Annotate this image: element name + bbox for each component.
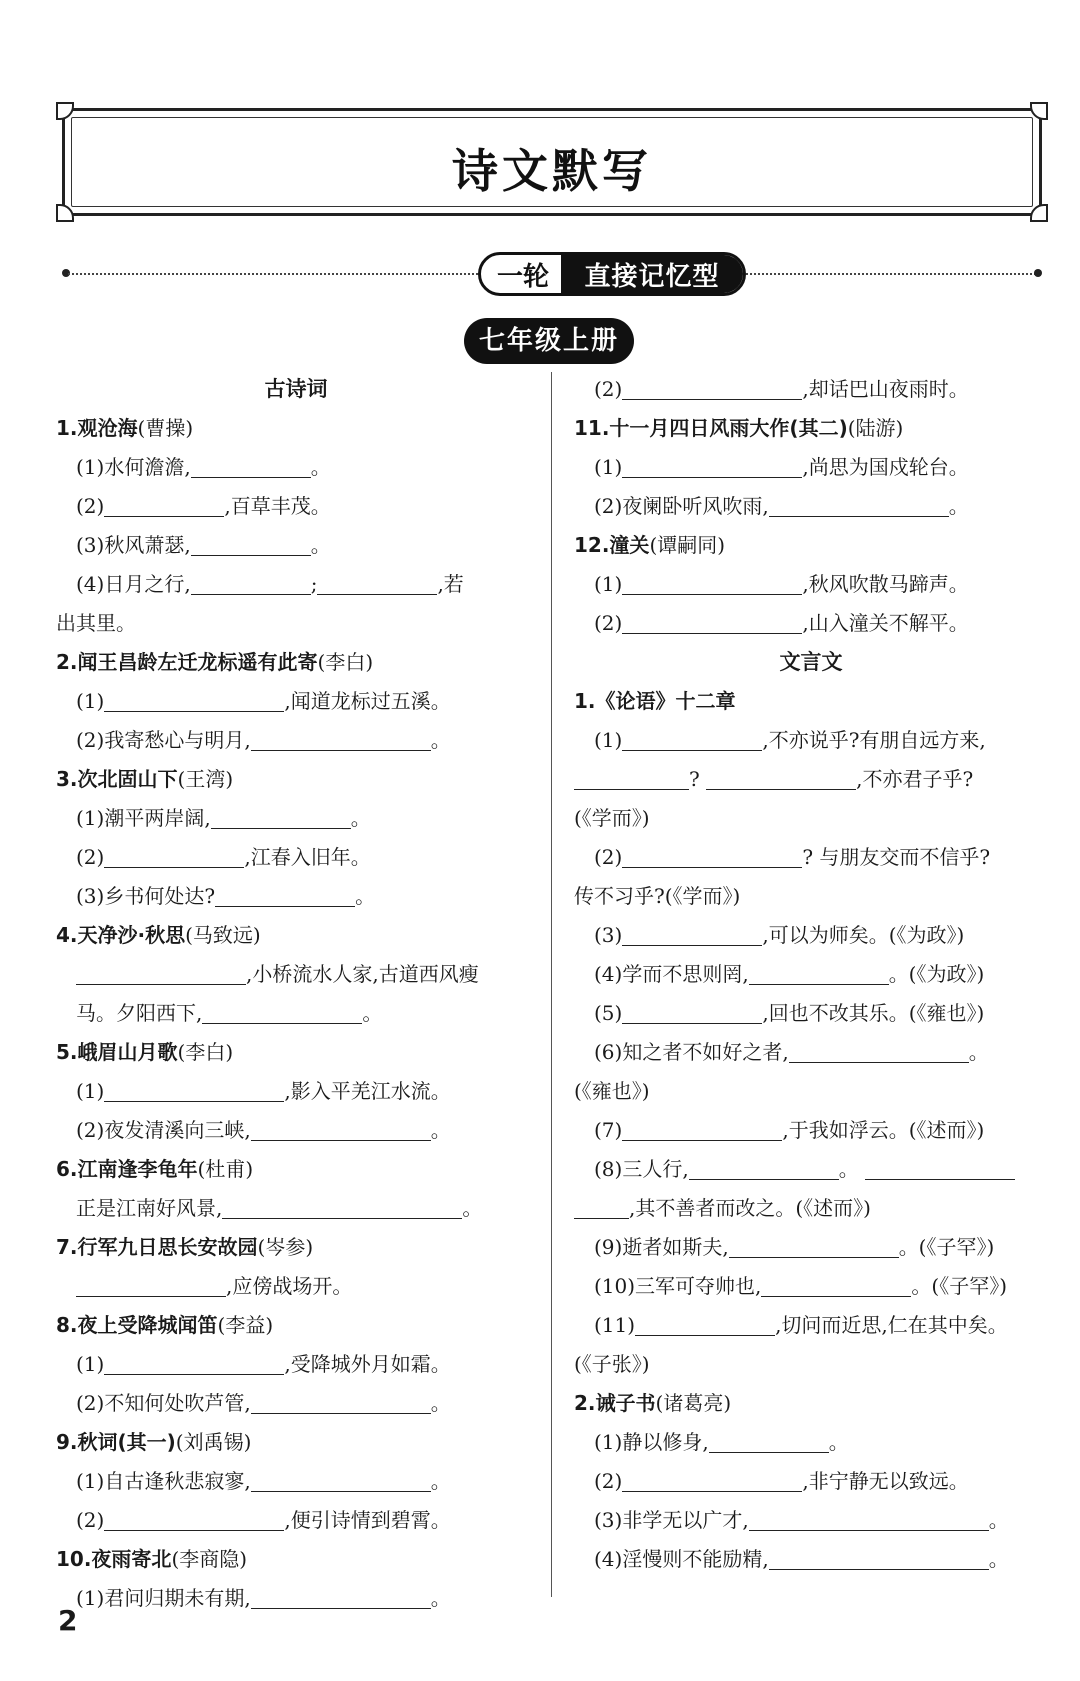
round-pill bbox=[478, 252, 746, 296]
question-title: 4.天净沙·秋思 bbox=[56, 923, 186, 947]
question-line bbox=[574, 1189, 1048, 1228]
answer-blank[interactable] bbox=[865, 1157, 1015, 1180]
title-frame bbox=[62, 108, 1042, 216]
prompt-text: ,不亦君子乎? bbox=[856, 767, 974, 791]
prompt-text: (3)乡书何处达? bbox=[76, 884, 216, 908]
question-line bbox=[574, 721, 1048, 760]
prompt-text: (1) bbox=[76, 689, 105, 713]
author: (刘禹锡) bbox=[175, 1430, 252, 1454]
question-line bbox=[574, 1033, 1048, 1072]
author: (李白) bbox=[317, 650, 374, 674]
prompt-text: ,切问而近思,仁在其中矣。 bbox=[775, 1313, 1008, 1337]
question-heading bbox=[574, 409, 1048, 448]
prompt-text: (10)三军可夺帅也, bbox=[594, 1274, 762, 1298]
punct: 。 bbox=[355, 884, 376, 908]
prompt-text: (9)逝者如斯夫, bbox=[594, 1235, 729, 1259]
question-line bbox=[56, 994, 536, 1033]
author: (岑参) bbox=[257, 1235, 314, 1259]
prompt-text: (5) bbox=[594, 1001, 623, 1025]
prompt-text: (2) bbox=[76, 1508, 105, 1532]
prompt-text: (4)淫慢则不能励精, bbox=[594, 1547, 769, 1571]
question-line bbox=[56, 565, 536, 604]
answer-blank[interactable] bbox=[76, 1274, 226, 1297]
question-line: (《雍也》) bbox=[574, 1079, 650, 1103]
answer-blank[interactable] bbox=[191, 572, 311, 595]
frame-corner bbox=[56, 204, 74, 222]
answer-blank[interactable] bbox=[749, 1508, 989, 1531]
answer-blank[interactable] bbox=[622, 611, 802, 634]
punct: 。 bbox=[430, 728, 451, 752]
answer-blank[interactable] bbox=[317, 572, 437, 595]
answer-blank[interactable] bbox=[622, 1118, 782, 1141]
question-heading: 1.《论语》十二章 bbox=[574, 689, 736, 713]
prompt-text: (2) bbox=[594, 377, 623, 401]
answer-blank[interactable] bbox=[709, 1430, 829, 1453]
answer-blank[interactable] bbox=[251, 728, 431, 751]
question-line bbox=[574, 994, 1048, 1033]
question-line bbox=[574, 604, 1048, 643]
question-heading bbox=[56, 1540, 536, 1579]
prompt-text: (3)非学无以广才, bbox=[594, 1508, 749, 1532]
question-title: 1.观沧海 bbox=[56, 416, 138, 440]
punct: 。 bbox=[462, 1196, 483, 1220]
prompt-text: ,却话巴山夜雨时。 bbox=[802, 377, 969, 401]
prompt-text: (2)夜阑卧听风吹雨, bbox=[594, 494, 769, 518]
punct: ; bbox=[310, 572, 318, 596]
question-heading bbox=[56, 1228, 536, 1267]
prompt-text: (1)君问归期未有期, bbox=[76, 1586, 251, 1610]
question-line bbox=[574, 1423, 1048, 1462]
prompt-text: ,于我如浮云。(《述而》) bbox=[782, 1118, 985, 1142]
prompt-text: ? 与朋友交而不信乎? bbox=[802, 845, 991, 869]
punct: 。 bbox=[310, 533, 331, 557]
punct: 。 bbox=[988, 1547, 1009, 1571]
prompt-text: (2) bbox=[594, 611, 623, 635]
dot-right bbox=[1034, 269, 1042, 277]
question-line bbox=[56, 799, 536, 838]
question-heading bbox=[56, 1306, 536, 1345]
author: (谭嗣同) bbox=[649, 533, 726, 557]
prompt-text: (6)知之者不如好之者, bbox=[594, 1040, 789, 1064]
author: (王湾) bbox=[177, 767, 234, 791]
question-line bbox=[574, 1228, 1048, 1267]
round-type: 直接记忆型 bbox=[561, 255, 743, 293]
punct: 。 bbox=[430, 1391, 451, 1415]
answer-blank[interactable] bbox=[104, 689, 284, 712]
section-heading: 古诗词 bbox=[264, 377, 328, 401]
page-title: 诗文默写 bbox=[452, 144, 652, 198]
punct: 。 bbox=[828, 1430, 849, 1454]
prompt-text: ,江春入旧年。 bbox=[244, 845, 371, 869]
punct: 。 bbox=[430, 1118, 451, 1142]
round-banner bbox=[62, 252, 1042, 296]
prompt-text: (1) bbox=[76, 1079, 105, 1103]
punct: 。 bbox=[838, 1157, 859, 1181]
prompt-text: (2)夜发清溪向三峡, bbox=[76, 1118, 251, 1142]
author: (李白) bbox=[177, 1040, 234, 1064]
question-title: 10.夜雨寄北 bbox=[56, 1547, 172, 1571]
page-number: 2 bbox=[58, 1604, 78, 1637]
prompt-text: (1)水何澹澹, bbox=[76, 455, 191, 479]
frame-corner bbox=[56, 102, 74, 120]
answer-blank[interactable] bbox=[104, 845, 244, 868]
prompt-text: (1) bbox=[76, 1352, 105, 1376]
question-title: 6.江南逢李龟年 bbox=[56, 1157, 198, 1181]
question-line bbox=[56, 1579, 536, 1618]
answer-blank[interactable] bbox=[215, 884, 355, 907]
punct: 。 bbox=[362, 1001, 383, 1025]
answer-blank[interactable] bbox=[622, 572, 802, 595]
answer-blank[interactable] bbox=[622, 845, 802, 868]
question-line bbox=[574, 1306, 1048, 1345]
question-line: (《学而》) bbox=[574, 806, 650, 830]
question-line: 传不习乎?(《学而》) bbox=[574, 884, 741, 908]
answer-blank[interactable] bbox=[769, 494, 949, 517]
punct: 。 bbox=[988, 1508, 1009, 1532]
prompt-text: ,秋风吹散马蹄声。 bbox=[802, 572, 969, 596]
answer-blank[interactable] bbox=[104, 1352, 284, 1375]
question-line bbox=[574, 1501, 1048, 1540]
author: (诸葛亮) bbox=[655, 1391, 732, 1415]
question-title: 2.诫子书 bbox=[574, 1391, 656, 1415]
prompt-text: ,小桥流水人家,古道西风瘦 bbox=[246, 962, 479, 986]
answer-blank[interactable] bbox=[104, 1508, 284, 1531]
answer-blank[interactable] bbox=[104, 494, 224, 517]
answer-blank[interactable] bbox=[622, 1001, 762, 1024]
answer-blank[interactable] bbox=[251, 1118, 431, 1141]
question-title: 8.夜上受降城闻笛 bbox=[56, 1313, 218, 1337]
frame-corner bbox=[1030, 204, 1048, 222]
prompt-text: ,回也不改其乐。(《雍也》) bbox=[762, 1001, 985, 1025]
prompt-text: (1)潮平两岸阔, bbox=[76, 806, 211, 830]
question-heading bbox=[574, 1384, 1048, 1423]
answer-blank[interactable] bbox=[104, 1079, 284, 1102]
prompt-text: (2) bbox=[76, 845, 105, 869]
answer-blank[interactable] bbox=[202, 1001, 362, 1024]
punct: 。 bbox=[430, 1469, 451, 1493]
left-column bbox=[56, 370, 536, 1618]
prompt-text: (1)自古逢秋悲寂寥, bbox=[76, 1469, 251, 1493]
punct: 。 bbox=[948, 494, 969, 518]
punct: 。 bbox=[350, 806, 371, 830]
answer-blank[interactable] bbox=[706, 767, 856, 790]
answer-blank[interactable] bbox=[211, 806, 351, 829]
prompt-text: (1) bbox=[594, 572, 623, 596]
question-heading bbox=[56, 1033, 536, 1072]
question-title: 12.潼关 bbox=[574, 533, 650, 557]
question-title: 9.秋词(其一) bbox=[56, 1430, 176, 1454]
prompt-text: (2)我寄愁心与明月, bbox=[76, 728, 251, 752]
question-line bbox=[56, 838, 536, 877]
column-divider bbox=[551, 372, 552, 1597]
author: (李商隐) bbox=[171, 1547, 248, 1571]
question-line bbox=[574, 838, 1048, 877]
answer-blank[interactable] bbox=[191, 533, 311, 556]
question-line bbox=[574, 448, 1048, 487]
punct: 。 bbox=[968, 1040, 989, 1064]
question-title: 3.次北固山下 bbox=[56, 767, 178, 791]
prompt-text: 。(《子罕》) bbox=[911, 1274, 1008, 1298]
question-line bbox=[56, 1501, 536, 1540]
question-line bbox=[56, 526, 536, 565]
question-heading bbox=[56, 409, 536, 448]
question-line bbox=[56, 1462, 536, 1501]
question-heading bbox=[56, 916, 536, 955]
prompt-text: (2)不知何处吹芦管, bbox=[76, 1391, 251, 1415]
answer-blank[interactable] bbox=[251, 1469, 431, 1492]
prompt-text: ,便引诗情到碧霄。 bbox=[284, 1508, 451, 1532]
question-line bbox=[574, 487, 1048, 526]
dotted-rule-right bbox=[746, 273, 1036, 275]
author: (马致远) bbox=[185, 923, 261, 947]
answer-blank[interactable] bbox=[574, 1196, 629, 1219]
question-line bbox=[56, 721, 536, 760]
prompt-text: ,山入潼关不解平。 bbox=[802, 611, 969, 635]
prompt-text: (2) bbox=[594, 845, 623, 869]
question-line bbox=[574, 1150, 1048, 1189]
question-title: 2.闻王昌龄左迁龙标遥有此寄 bbox=[56, 650, 318, 674]
prompt-text: (11) bbox=[594, 1313, 636, 1337]
question-line bbox=[574, 1111, 1048, 1150]
prompt-text: (4)日月之行, bbox=[76, 572, 191, 596]
question-line bbox=[56, 1072, 536, 1111]
frame-corner bbox=[1030, 102, 1048, 120]
question-heading bbox=[574, 526, 1048, 565]
question-line bbox=[574, 370, 1048, 409]
question-line bbox=[574, 565, 1048, 604]
prompt-text: (3) bbox=[594, 923, 623, 947]
question-line bbox=[56, 448, 536, 487]
question-title: 11.十一月四日风雨大作(其二) bbox=[574, 416, 848, 440]
prompt-text: (8)三人行, bbox=[594, 1157, 689, 1181]
question-line bbox=[56, 1345, 536, 1384]
round-label: 一轮 bbox=[497, 261, 550, 292]
punct: 。 bbox=[430, 1586, 451, 1610]
punct: ? bbox=[689, 767, 700, 791]
question-line bbox=[56, 1189, 536, 1228]
prompt-text: (4)学而不思则罔, bbox=[594, 962, 749, 986]
author: (杜甫) bbox=[197, 1157, 254, 1181]
prompt-text: (1) bbox=[594, 728, 623, 752]
question-line bbox=[574, 916, 1048, 955]
prompt-text: ,百草丰茂。 bbox=[224, 494, 331, 518]
punct: 。 bbox=[310, 455, 331, 479]
author: (陆游) bbox=[847, 416, 904, 440]
dotted-rule-left bbox=[68, 273, 478, 275]
answer-blank[interactable] bbox=[729, 1235, 899, 1258]
answer-blank[interactable] bbox=[749, 962, 889, 985]
prompt-text: ,尚思为国戍轮台。 bbox=[802, 455, 969, 479]
question-heading bbox=[56, 643, 536, 682]
question-line bbox=[56, 955, 536, 994]
answer-blank[interactable] bbox=[76, 962, 246, 985]
prompt-text: ,非宁静无以致远。 bbox=[802, 1469, 969, 1493]
grade-badge: 七年级上册 bbox=[464, 318, 634, 364]
question-line: 出其里。 bbox=[56, 611, 136, 635]
question-line bbox=[574, 760, 1048, 799]
answer-blank[interactable] bbox=[574, 767, 689, 790]
question-line bbox=[56, 682, 536, 721]
question-line bbox=[56, 1111, 536, 1150]
answer-blank[interactable] bbox=[622, 728, 762, 751]
answer-blank[interactable] bbox=[622, 455, 802, 478]
prompt-text: (1)静以修身, bbox=[594, 1430, 709, 1454]
prompt-text: ,应傍战场开。 bbox=[226, 1274, 353, 1298]
question-title: 7.行军九日思长安故园 bbox=[56, 1235, 258, 1259]
question-line bbox=[56, 877, 536, 916]
question-heading bbox=[56, 760, 536, 799]
question-line bbox=[574, 1267, 1048, 1306]
answer-blank[interactable] bbox=[251, 1391, 431, 1414]
prompt-text: ,影入平羌江水流。 bbox=[284, 1079, 451, 1103]
prompt-text: ,可以为师矣。(《为政》) bbox=[762, 923, 965, 947]
prompt-text: ,其不善者而改之。(《述而》) bbox=[629, 1196, 871, 1220]
answer-blank[interactable] bbox=[635, 1313, 775, 1336]
prompt-text: (2) bbox=[76, 494, 105, 518]
answer-blank[interactable] bbox=[689, 1157, 839, 1180]
question-line bbox=[56, 487, 536, 526]
prompt-text: 。(《为政》) bbox=[888, 962, 985, 986]
right-column bbox=[574, 370, 1048, 1579]
answer-blank[interactable] bbox=[191, 455, 311, 478]
author: (李益) bbox=[217, 1313, 274, 1337]
answer-blank[interactable] bbox=[789, 1040, 969, 1063]
answer-blank[interactable] bbox=[622, 923, 762, 946]
author: (曹操) bbox=[137, 416, 194, 440]
answer-blank[interactable] bbox=[622, 1469, 802, 1492]
question-line bbox=[56, 1267, 536, 1306]
question-heading bbox=[56, 1423, 536, 1462]
prompt-text: 正是江南好风景, bbox=[76, 1196, 223, 1220]
question-title: 5.峨眉山月歌 bbox=[56, 1040, 178, 1064]
answer-blank[interactable] bbox=[622, 377, 802, 400]
answer-blank[interactable] bbox=[222, 1196, 462, 1219]
prompt-text: ,若 bbox=[437, 572, 464, 596]
prompt-text: (3)秋风萧瑟, bbox=[76, 533, 191, 557]
question-line bbox=[574, 1540, 1048, 1579]
answer-blank[interactable] bbox=[761, 1274, 911, 1297]
prompt-text: 马。夕阳西下, bbox=[76, 1001, 203, 1025]
section-heading: 文言文 bbox=[779, 650, 843, 674]
prompt-text: (1) bbox=[594, 455, 623, 479]
question-heading bbox=[56, 1150, 536, 1189]
prompt-text: ,不亦说乎?有朋自远方来, bbox=[762, 728, 986, 752]
prompt-text: ,闻道龙标过五溪。 bbox=[284, 689, 451, 713]
prompt-text: 。(《子罕》) bbox=[898, 1235, 995, 1259]
prompt-text: (2) bbox=[594, 1469, 623, 1493]
question-line bbox=[56, 1384, 536, 1423]
prompt-text: ,受降城外月如霜。 bbox=[284, 1352, 451, 1376]
question-line bbox=[574, 955, 1048, 994]
question-line: (《子张》) bbox=[574, 1352, 650, 1376]
answer-blank[interactable] bbox=[251, 1586, 431, 1609]
prompt-text: (7) bbox=[594, 1118, 623, 1142]
question-line bbox=[574, 1462, 1048, 1501]
answer-blank[interactable] bbox=[769, 1547, 989, 1570]
